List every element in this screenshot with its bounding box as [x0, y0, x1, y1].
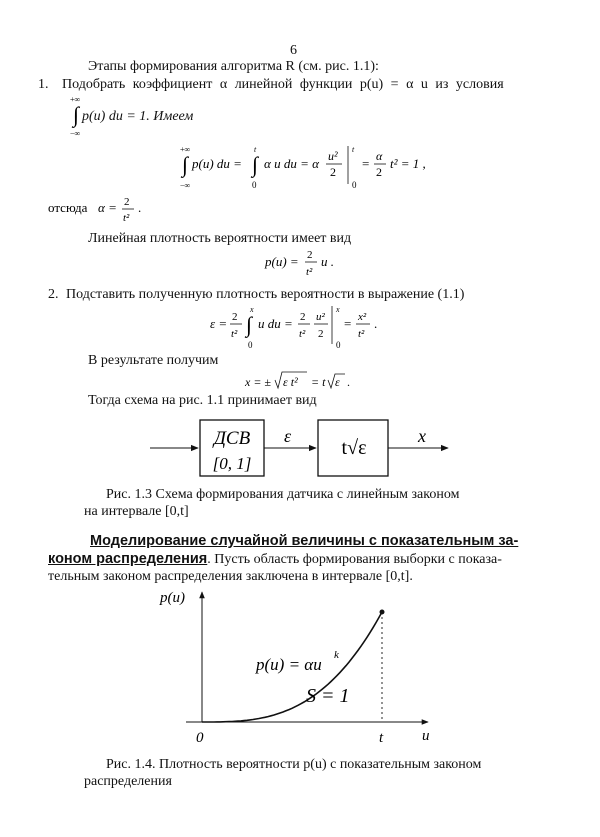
- svg-text:2: 2: [318, 328, 324, 340]
- fig13-diagram: [150, 416, 450, 482]
- svg-text:x = ±: x = ±: [245, 375, 272, 389]
- dsv-block-label: ДСВ: [213, 428, 251, 449]
- svg-text:2: 2: [330, 165, 336, 179]
- svg-text:α u du = α: α u du = α: [264, 156, 319, 171]
- svg-text:= t: = t: [311, 375, 326, 389]
- svg-text:∫: ∫: [73, 102, 80, 127]
- svg-text:∫: ∫: [246, 312, 253, 337]
- epsilon-signal-label: ε: [284, 426, 292, 446]
- svg-text:2: 2: [300, 311, 306, 323]
- svg-text:t²: t²: [231, 328, 238, 340]
- svg-text:0: 0: [352, 180, 357, 190]
- curve-endpoint: [380, 610, 385, 615]
- fig14-caption-line2: распределения: [84, 774, 172, 789]
- fig13-caption-line1: Рис. 1.3 Схема формирования датчика с линейным законом: [106, 487, 460, 502]
- from-here: [48, 192, 168, 224]
- svg-text:t²: t²: [358, 328, 365, 340]
- sqrt-block-label: t√ε: [341, 437, 367, 459]
- svg-text:t: t: [254, 145, 257, 154]
- step1-marker: 1.: [38, 77, 49, 92]
- svg-text:t² = 1 ,: t² = 1 ,: [390, 156, 426, 171]
- svg-text:ε: ε: [335, 375, 340, 389]
- svg-text:.: .: [347, 375, 350, 389]
- intro-line: Этапы формирования алгоритма R (см. рис. 1.1):: [88, 59, 379, 74]
- condition-tail: p(u) du = 1. Имеем: [82, 109, 194, 124]
- svg-text:x: x: [336, 305, 340, 314]
- svg-text:u²: u²: [328, 149, 338, 163]
- svg-text:ε t²: ε t²: [283, 375, 298, 389]
- curve-formula: p(u) = αu: [256, 655, 322, 674]
- output-signal-label: x: [418, 426, 426, 446]
- svg-text:+∞: +∞: [180, 145, 191, 154]
- svg-text:отсюда: отсюда: [48, 200, 88, 215]
- density-formula: [265, 246, 355, 280]
- svg-text:.: .: [138, 200, 142, 215]
- step2-marker: 2.: [48, 287, 59, 302]
- svg-text:2: 2: [307, 249, 313, 261]
- svg-text:−∞: −∞: [180, 181, 191, 190]
- result-caption: В результате получим: [88, 353, 219, 368]
- page-number: 6: [290, 43, 297, 58]
- x-axis-label: u: [422, 728, 430, 744]
- svg-text:t²: t²: [299, 328, 306, 340]
- step2-equation: [210, 304, 390, 354]
- t-label: t: [379, 730, 384, 746]
- svg-text:−∞: −∞: [70, 129, 81, 138]
- section-text-line1: . Пусть область формирования выборки с показа-: [207, 552, 502, 567]
- y-axis-label: p(u): [160, 590, 185, 606]
- svg-text:0: 0: [252, 180, 257, 190]
- svg-text:2: 2: [232, 311, 238, 323]
- step1-text: Подобрать коэффициент α линейной функции p(u) = α u из условия: [62, 77, 504, 92]
- svg-text:p(u) =: p(u) =: [265, 254, 299, 269]
- svg-text:t²: t²: [306, 266, 313, 278]
- svg-text:t²: t²: [123, 212, 130, 224]
- fig13-caption-line2: на интервале [0,t]: [84, 504, 189, 519]
- dsv-block-interval: [0, 1]: [212, 454, 252, 473]
- svg-text:t: t: [352, 145, 355, 154]
- curve-formula-exponent: k: [334, 649, 339, 661]
- result-formula: [245, 370, 365, 394]
- svg-text:ε =: ε =: [210, 316, 228, 331]
- svg-text:0: 0: [248, 340, 253, 350]
- svg-text:u²: u²: [316, 311, 325, 323]
- svg-text:∫: ∫: [182, 152, 189, 177]
- svg-text:u .: u .: [321, 254, 334, 269]
- svg-text:+∞: +∞: [70, 95, 81, 104]
- scheme-caption: Тогда схема на рис. 1.1 принимает вид: [88, 393, 317, 408]
- fig14-plot: [160, 588, 432, 748]
- svg-text:u du =: u du =: [258, 316, 293, 331]
- density-caption: Линейная плотность вероятности имеет вид: [88, 231, 352, 246]
- svg-text:2: 2: [124, 196, 130, 208]
- section-heading-part2: коном распределения: [48, 551, 208, 567]
- svg-text:2: 2: [376, 165, 382, 179]
- svg-text:∫: ∫: [252, 152, 259, 177]
- svg-text:.: .: [374, 316, 378, 331]
- svg-text:α: α: [376, 149, 383, 163]
- svg-text:=: =: [362, 156, 370, 171]
- origin-label: 0: [196, 730, 204, 746]
- svg-text:α =: α =: [98, 200, 117, 215]
- area-label: S = 1: [306, 685, 350, 707]
- svg-text:x: x: [250, 305, 254, 314]
- step1-equation: [180, 144, 426, 194]
- fig14-caption-line1: Рис. 1.4. Плотность вероятности p(u) с показательным законом: [106, 757, 482, 772]
- svg-text:=: =: [344, 316, 352, 331]
- section-heading-part1: Моделирование случайной величины с показательным за-: [90, 533, 519, 549]
- step2-text: Подставить полученную плотность вероятности в выражение (1.1): [66, 287, 465, 302]
- svg-text:p(u) du =: p(u) du =: [192, 156, 242, 171]
- section-text-line2: тельным законом распределения заключена в интервале [0,t].: [48, 569, 413, 584]
- svg-text:0: 0: [336, 340, 341, 350]
- svg-text:x²: x²: [358, 311, 367, 323]
